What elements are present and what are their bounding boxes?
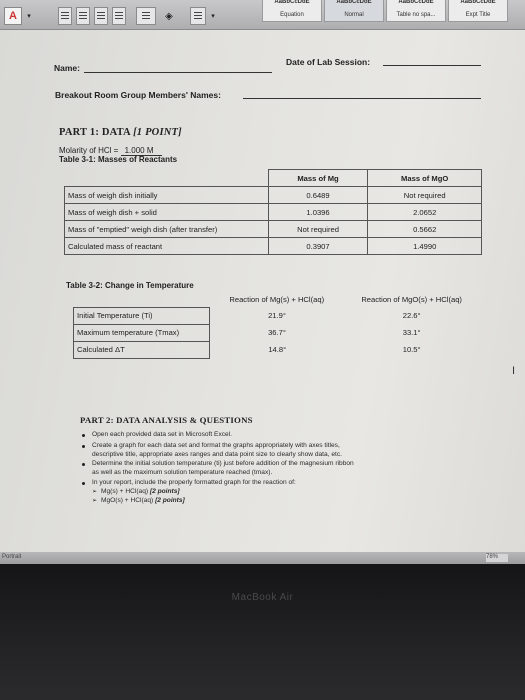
list-item: as well as the maximum solution temperature reached (tmax). (92, 469, 273, 476)
table-cell: Mass of weigh dish + solid (65, 204, 269, 221)
table-cell: Mass of "emptied" weigh dish (after transfer) (65, 221, 269, 238)
list-item: Create a graph for each data set and format the graphs appropriately with axes titles, (92, 442, 340, 449)
arrow-bullet-icon: ➢ (92, 498, 98, 504)
justify-icon[interactable] (112, 7, 126, 25)
word-ribbon (0, 0, 525, 30)
molarity-value: 1.000 M (121, 146, 162, 156)
table-row (74, 341, 479, 358)
molarity-label: Molarity of HCl = (59, 146, 119, 155)
style-preview: AaBbCcDdE (398, 0, 434, 5)
align-center-icon[interactable] (76, 7, 90, 25)
name-label: Name: (54, 63, 80, 73)
style-equation[interactable] (262, 0, 322, 22)
table-cell: Initial Temperature (Ti) (74, 307, 210, 324)
part1-points: [1 POINT] (133, 127, 182, 138)
table-row (65, 238, 482, 255)
table-header-row (65, 170, 482, 187)
temperature-table (73, 291, 479, 359)
table-row (65, 204, 482, 221)
table-header-row (74, 291, 479, 307)
style-label: Table no spa... (396, 12, 436, 18)
style-preview: AaBbCcDdE (460, 0, 496, 5)
text-cursor-icon: I (512, 365, 516, 377)
table-cell: Calculated mass of reactant (65, 238, 269, 255)
list-item: Open each provided data set in Microsoft Excel. (92, 431, 233, 438)
chevron-down-icon[interactable]: ▾ (211, 13, 215, 20)
align-left-icon[interactable] (58, 7, 72, 25)
group-members-label: Breakout Room Group Members' Names: (55, 90, 221, 100)
table-cell: 21.9° (268, 311, 286, 320)
status-text: Portrait (2, 554, 22, 560)
sub-item-text: MgO(s) + HCl(aq) (101, 497, 154, 504)
table-header-cell: Reaction of MgO(s) + HCl(aq) (361, 294, 462, 304)
table-cell: 0.6489 (268, 187, 368, 204)
shading-icon[interactable]: ◈ (165, 10, 173, 22)
table2-title: Table 3-2: Change in Temperature (66, 281, 194, 290)
style-table-no-spacing[interactable] (386, 0, 446, 22)
table-cell: 0.5662 (368, 221, 482, 238)
line-spacing-icon[interactable] (136, 7, 156, 25)
style-expt-title[interactable] (448, 0, 508, 22)
table1-title: Table 3-1: Masses of Reactants (59, 155, 178, 164)
table-cell: Mass of weigh dish initially (65, 187, 269, 204)
list-item: Determine the initial solution temperature (ti) just before addition of the magnesium ribbon (92, 460, 354, 467)
table-cell: 36.7° (268, 328, 286, 337)
laptop-bezel (0, 564, 525, 700)
part2-heading: PART 2: DATA ANALYSIS & QUESTIONS (80, 415, 253, 425)
table-cell: 1.4990 (368, 238, 482, 255)
table-cell: Calculated ΔT (74, 341, 210, 358)
sub-list-item (101, 487, 180, 496)
document-page[interactable] (0, 30, 525, 552)
align-right-icon[interactable] (94, 7, 108, 25)
table-cell: 22.6° (402, 311, 421, 320)
part1-heading (59, 127, 182, 138)
table-cell: 33.1° (402, 328, 421, 337)
table-cell (65, 170, 269, 187)
table-cell: Not required (368, 187, 482, 204)
table-cell (74, 291, 210, 307)
table-cell: 14.8° (268, 345, 287, 354)
style-label: Expt Title (465, 12, 491, 18)
table-row (65, 221, 482, 238)
style-preview: AaBbCcDdE (274, 0, 310, 5)
date-label: Date of Lab Session: (286, 57, 371, 67)
bullet-icon (82, 445, 85, 448)
arrow-bullet-icon: ➢ (92, 489, 98, 495)
list-item: descriptive title, appropriate axes ranges and data point size to clearly show data, etc. (92, 451, 342, 458)
table-header-cell: Mass of Mg (268, 170, 368, 187)
style-label: Equation (280, 12, 304, 18)
borders-icon[interactable] (190, 7, 206, 25)
style-normal[interactable] (324, 0, 384, 22)
table-cell: 0.3907 (268, 238, 368, 255)
zoom-level[interactable]: 78% (486, 554, 508, 562)
chevron-down-icon[interactable]: ▾ (27, 13, 31, 20)
date-field-line[interactable] (383, 65, 481, 66)
table-row (65, 187, 482, 204)
group-members-field-line[interactable] (243, 98, 481, 99)
part1-heading-text: PART 1: DATA (59, 127, 131, 138)
sub-item-points: [2 points] (155, 497, 185, 504)
status-bar (0, 552, 525, 564)
table-row (74, 324, 479, 341)
masses-table (64, 169, 482, 255)
bullet-icon (82, 434, 85, 437)
laptop-brand-label: MacBook Air (231, 592, 294, 603)
table-cell: Maximum temperature (Tmax) (74, 324, 210, 341)
table-header-cell: Mass of MgO (368, 170, 482, 187)
table-cell: 10.5° (402, 345, 421, 354)
table-cell: Not required (268, 221, 368, 238)
font-color-button[interactable]: A (4, 7, 22, 25)
sub-list-item (101, 496, 185, 505)
table-cell: 1.0396 (268, 204, 368, 221)
sub-item-points: [2 points] (149, 488, 180, 495)
table-cell: 2.0652 (368, 204, 482, 221)
bullet-icon (82, 482, 85, 485)
sub-item-text: Mg(s) + HCl(aq) (101, 488, 149, 495)
name-field-line[interactable] (84, 72, 272, 73)
table-header-cell: Reaction of Mg(s) + HCl(aq) (229, 294, 325, 304)
style-preview: AaBbCcDdE (336, 0, 372, 5)
style-label: Normal (344, 12, 364, 18)
list-item: In your report, include the properly formatted graph for the reaction of: (92, 479, 296, 486)
bullet-icon (82, 463, 85, 466)
table-row (74, 307, 479, 324)
